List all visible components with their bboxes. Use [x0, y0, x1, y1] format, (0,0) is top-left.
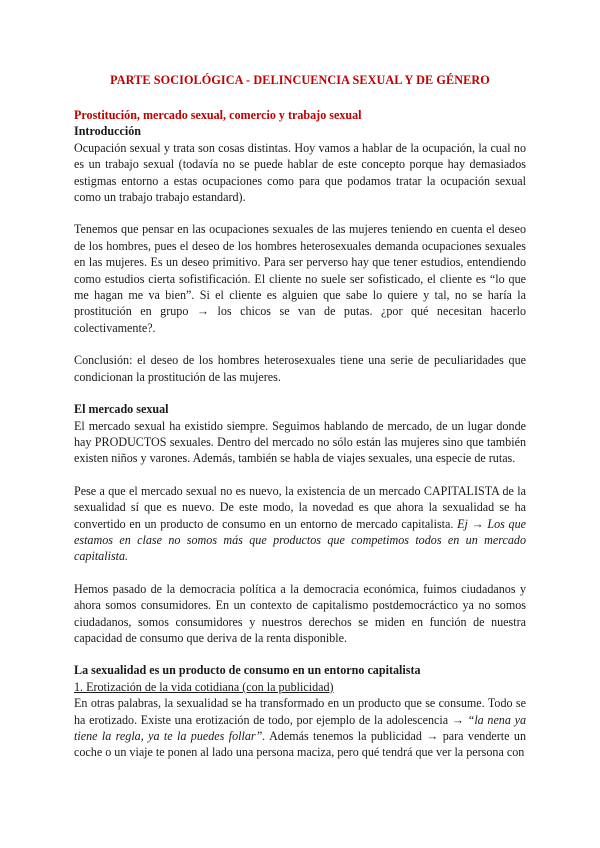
document-body [74, 107, 526, 761]
paragraph: Ocupación sexual y trata son cosas distintas. Hoy vamos a hablar de la ocupación, la cual no es un trabajo sexual (todavía no se puede hablar de este concepto porque hay demasiados estigmas entorno a estas ocupaciones como para que podamos tratar la ocupación sexual como un trabajo trabajo estandard). [74, 140, 526, 205]
page-title: PARTE SOCIOLÓGICA - DELINCUENCIA SEXUAL Y DE GÉNERO [110, 73, 490, 87]
paragraph [74, 695, 526, 761]
example-italic: Ej → Los que estamos en clase no somos más que productos que competimos todos en un mercado capitalista. [74, 516, 526, 564]
paragraph-text: Pese a que el mercado sexual no es nuevo, la existencia de un mercado CAPITALISTA de la sexualidad sí que es nuevo. De este modo, la novedad es que ahora la sexualidad se ha convertido en un producto de consumo en un entorno de mercado capitalista. [74, 483, 526, 531]
section-heading-sexualidad-consumo: La sexualidad es un producto de consumo en un entorno capitalista [74, 663, 421, 678]
paragraph: Tenemos que pensar en las ocupaciones sexuales de las mujeres teniendo en cuenta el deseo de los hombres, pues el deseo de los hombres heterosexuales demanda ocupaciones sexuales en las mujeres. Es un deseo primitivo. Para ser perverso hay que tener estudios, entendiendo como estudios cierta sofistificación. El cliente no suele ser sofisticado, el cliente es “lo que me hagan me va bien”. Si el cliente es alguien que sabe lo quiere y tal, no se haría la prostitución en grupo → los chicos se van de putas. ¿por qué necesitan hacerlo colectivamente?. [74, 222, 526, 335]
paragraph-conclusion: Conclusión: el deseo de los hombres heterosexuales tiene una serie de peculiaridades que condicionan la prostitución de las mujeres. [74, 353, 526, 384]
paragraph [74, 483, 526, 565]
section-heading-prostitucion: Prostitución, mercado sexual, comercio y trabajo sexual [74, 108, 362, 122]
subheading-introduccion: Introducción [74, 124, 141, 139]
paragraph-text: Además tenemos la publicidad → para venderte un coche o un viaje te ponen al lado una persona maciza, pero qué tendrá que ver la persona con [74, 729, 526, 760]
subheading-erotizacion: 1. Erotización de la vida cotidiana (con la publicidad) [74, 679, 334, 694]
paragraph: Hemos pasado de la democracia política a la democracia económica, fuimos ciudadanos y ahora somos consumidores. En un contexto de capitalismo postdemocráctico ya no somos ciudadanos, somos consumidores y nuestros derechos se miden en función de nuestra capacidad de consumo que deriva de la renta disponible. [74, 581, 526, 645]
section-heading-mercado-sexual: El mercado sexual [74, 402, 169, 417]
paragraph-text: En otras palabras, la sexualidad se ha transformado en un producto que se consume. Todo se ha erotizado. Existe una erotización de todo, por ejemplo de la adolescencia → [74, 696, 526, 727]
paragraph: El mercado sexual ha existido siempre. Seguimos hablando de mercado, de un lugar donde hay PRODUCTOS sexuales. Dentro del mercado no sólo están las mujeres sino que también existen niños y varones. Además, también se habla de viajes sexuales, una especie de rutas. [74, 418, 526, 466]
quote-italic: “la nena ya tiene la regla, ya te la puedes follar”. [74, 712, 526, 743]
